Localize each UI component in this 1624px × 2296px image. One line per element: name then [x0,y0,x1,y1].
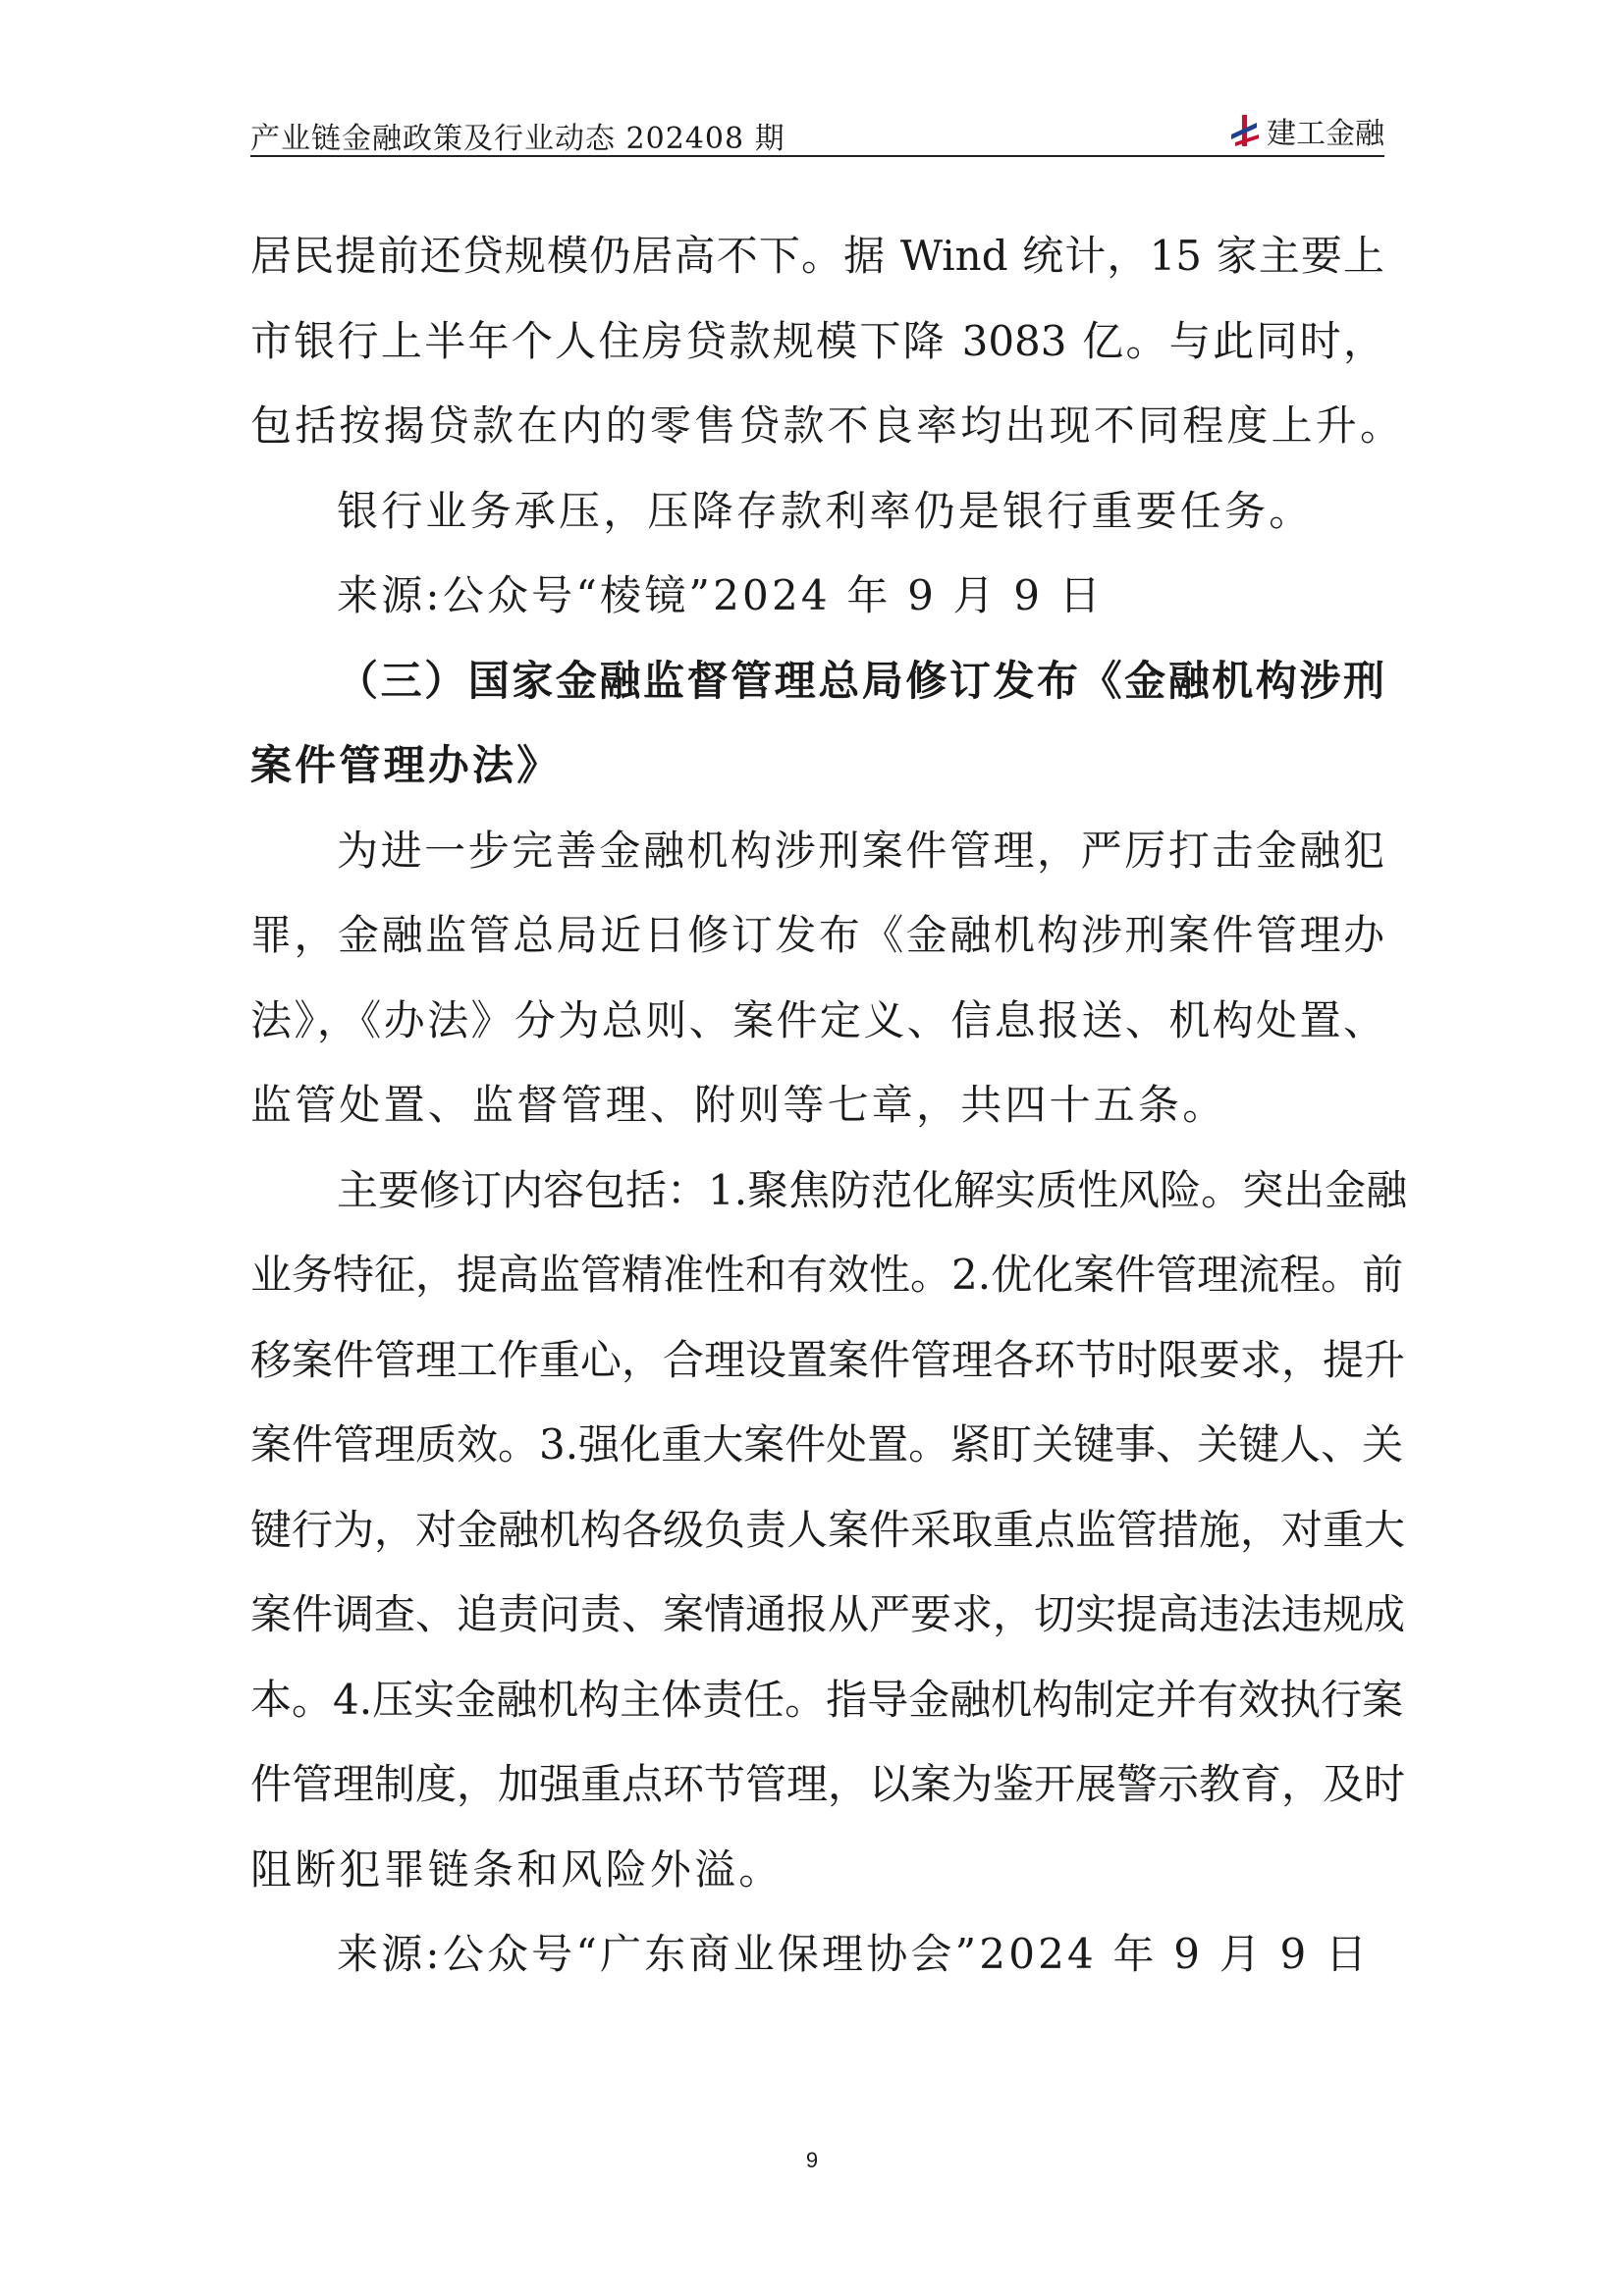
paragraph-line: 键行为，对金融机构各级负责人案件采取重点监管措施，对重大 [250,1505,1406,1554]
paragraph-line: 市银行上半年个人住房贷款规模下降 3083 亿。与此同时， [250,316,1384,365]
paragraph-line: 银行业务承压，压降存款利率仍是银行重要任务。 [337,486,1314,535]
section-heading: （三）国家金融监督管理总局修订发布《金融机构涉刑 [337,656,1384,705]
paragraph-line: 阻断犯罪链条和风险外溢。 [250,1844,784,1894]
paragraph-line: 罪，金融监管总局近日修订发布《金融机构涉刑案件管理办 [250,911,1384,959]
paragraph-line: 本。4.压实金融机构主体责任。指导金融机构制定并有效执行案 [250,1675,1404,1724]
paragraph-line: 移案件管理工作重心，合理设置案件管理各环节时限要求，提升 [250,1335,1406,1384]
paragraph-line: 法》，《办法》分为总则、案件定义、信息报送、机构处置、 [250,995,1384,1044]
section-heading: 案件管理办法》 [250,741,562,789]
brand-name: 建工金融 [1267,117,1384,151]
paragraph-line: 监管处置、监督管理、附则等七章，共四十五条。 [250,1081,1227,1129]
source-line: 来源:公众号“棱镜”2024 年 9 月 9 日 [337,571,1104,619]
source-line: 来源:公众号“广东商业保理协会”2024 年 9 月 9 日 [337,1930,1371,1978]
paragraph-line: 包括按揭贷款在内的零售贷款不良率均出现不同程度上升。 [250,401,1405,450]
paragraph-line: 案件调查、追责问责、案情通报从严要求，切实提高违法违规成 [250,1590,1406,1638]
document-body [250,214,1408,1998]
page-number: 9 [805,2148,819,2172]
page-header [250,110,1384,157]
paragraph-line: 居民提前还贷规模仍居高不下。据 Wind 统计，15 家主要上 [250,232,1384,280]
header-title: 产业链金融政策及行业动态 202408 期 [250,122,785,156]
jiangong-logo-icon [1227,113,1263,148]
paragraph-line: 案件管理质效。3.强化重大案件处置。紧盯关键事、关键人、关 [250,1420,1404,1468]
paragraph-line: 主要修订内容包括：1.聚焦防范化解实质性风险。突出金融 [337,1165,1408,1214]
paragraph-line: 业务特征，提高监管精准性和有效性。2.优化案件管理流程。前 [250,1251,1404,1299]
paragraph-line: 为进一步完善金融机构涉刑案件管理，严厉打击金融犯 [337,826,1384,875]
brand [1227,110,1384,151]
paragraph-line: 件管理制度，加强重点环节管理，以案为鉴开展警示教育，及时 [250,1760,1406,1808]
